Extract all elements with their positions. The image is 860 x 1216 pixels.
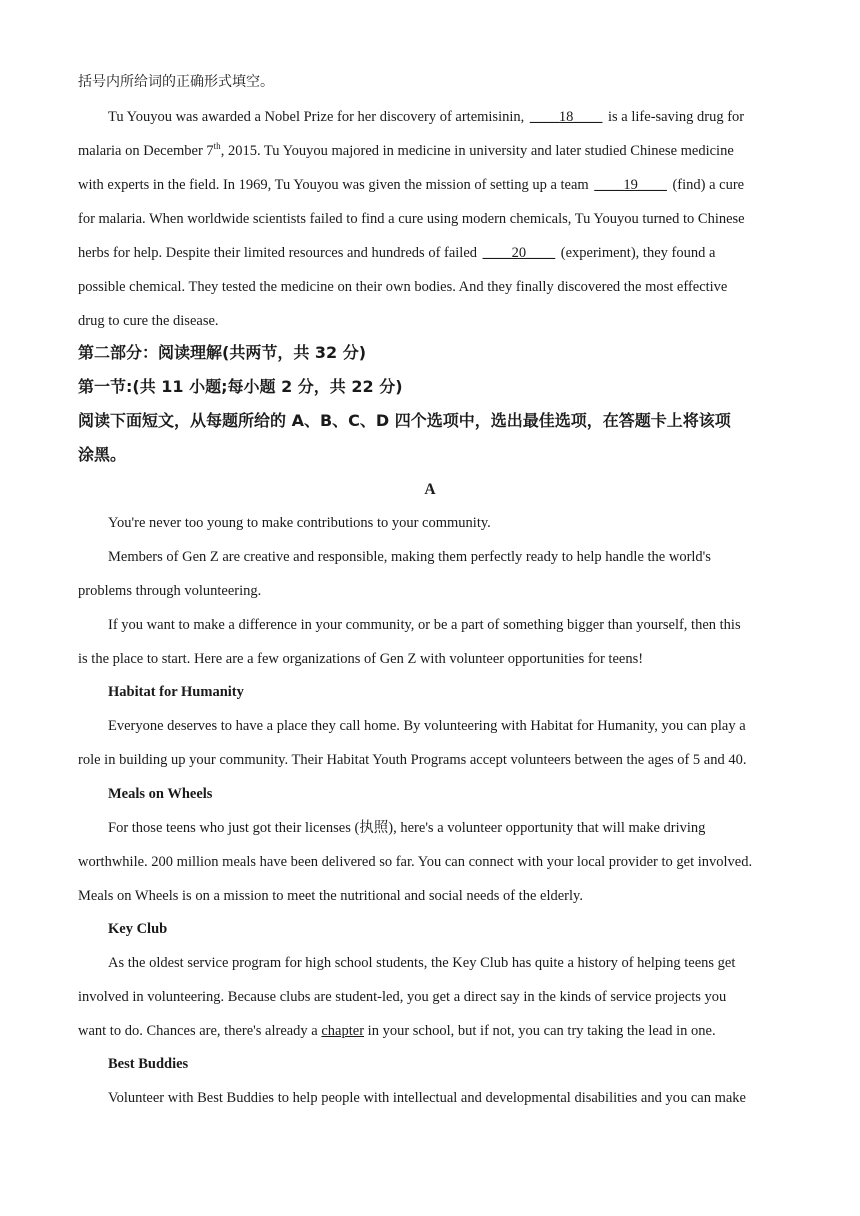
instruction2-line1: 阅读下面短文，从每题所给的 A、B、C、D 四个选项中，选出最佳选项，在答题卡上将该项	[78, 411, 731, 430]
passageA-p3-line1: If you want to make a difference in your community, or be a part of something bigger than yourself, then this	[108, 617, 741, 633]
habitat-line2: role in building up your community. Their Habitat Youth Programs accept volunteers between the ages of 5 and 40.	[78, 752, 747, 768]
passage1-line4: for malaria. When worldwide scientists failed to find a cure using modern chemicals, Tu Youyou turned to Chinese	[78, 211, 745, 227]
section1-title: 第一节:(共 11 小题;每小题 2 分，共 22 分)	[78, 377, 403, 396]
passageA-p2-line1: Members of Gen Z are creative and responsible, making them perfectly ready to help handle the world's	[108, 549, 711, 565]
keyclub-line2: involved in volunteering. Because clubs are student-led, you get a direct say in the kinds of service projects you	[78, 989, 727, 1005]
passage1-line7: drug to cure the disease.	[78, 313, 219, 329]
passage1-line1: Tu Youyou was awarded a Nobel Prize for her discovery of artemisinin, ____18____ is a life-saving drug for	[108, 109, 745, 125]
heading-keyclub: Key Club	[108, 921, 168, 937]
meals-line1: For those teens who just got their licenses (执照), here's a volunteer opportunity that will make driving	[108, 820, 706, 836]
heading-bestbuddies: Best Buddies	[108, 1056, 189, 1072]
passage1-line3: with experts in the field. In 1969, Tu Youyou was given the mission of setting up a team ____19____ (find) a cure	[78, 177, 745, 193]
underlined-word-chapter: chapter	[321, 1023, 365, 1039]
meals-line2: worthwhile. 200 million meals have been delivered so far. You can connect with your local provider to get involved.	[78, 854, 753, 870]
passage1-line5: herbs for help. Despite their limited resources and hundreds of failed ____20____ (experiment), they found a	[78, 245, 716, 261]
passageA-p2-line2: problems through volunteering.	[78, 583, 262, 599]
heading-habitat: Habitat for Humanity	[108, 684, 244, 700]
passage1-line2: malaria on December 7th, 2015. Tu Youyou majored in medicine in university and later studied Chinese medicine	[78, 141, 734, 159]
instruction-tail: 括号内所给词的正确形式填空。	[78, 74, 274, 90]
keyclub-line1: As the oldest service program for high school students, the Key Club has quite a history of helping teens get	[108, 955, 736, 971]
blank-20: ____20____	[482, 245, 556, 261]
instruction2-line2: 涂黑。	[78, 445, 127, 464]
passage-label: A	[424, 481, 436, 498]
bestbuddies-line1: Volunteer with Best Buddies to help people with intellectual and developmental disabilities and you can make	[108, 1090, 746, 1106]
keyclub-line3: want to do. Chances are, there's already a chapter in your school, but if not, you can try taking the lead in one.	[78, 1023, 716, 1039]
meals-line3: Meals on Wheels is on a mission to meet the nutritional and social needs of the elderly.	[78, 888, 583, 904]
part2-title: 第二部分：阅读理解(共两节，共 32 分)	[78, 343, 367, 362]
passage1-line6: possible chemical. They tested the medicine on their own bodies. And they finally discovered the most effective	[78, 279, 728, 295]
passageA-p3-line2: is the place to start. Here are a few organizations of Gen Z with volunteer opportunities for teens!	[78, 651, 644, 667]
heading-meals: Meals on Wheels	[108, 786, 213, 802]
blank-19: ____19____	[594, 177, 667, 193]
habitat-line1: Everyone deserves to have a place they call home. By volunteering with Habitat for Humanity, you can play a	[108, 718, 746, 734]
blank-18: ____18____	[529, 109, 603, 125]
passageA-p1: You're never too young to make contributions to your community.	[108, 515, 491, 531]
